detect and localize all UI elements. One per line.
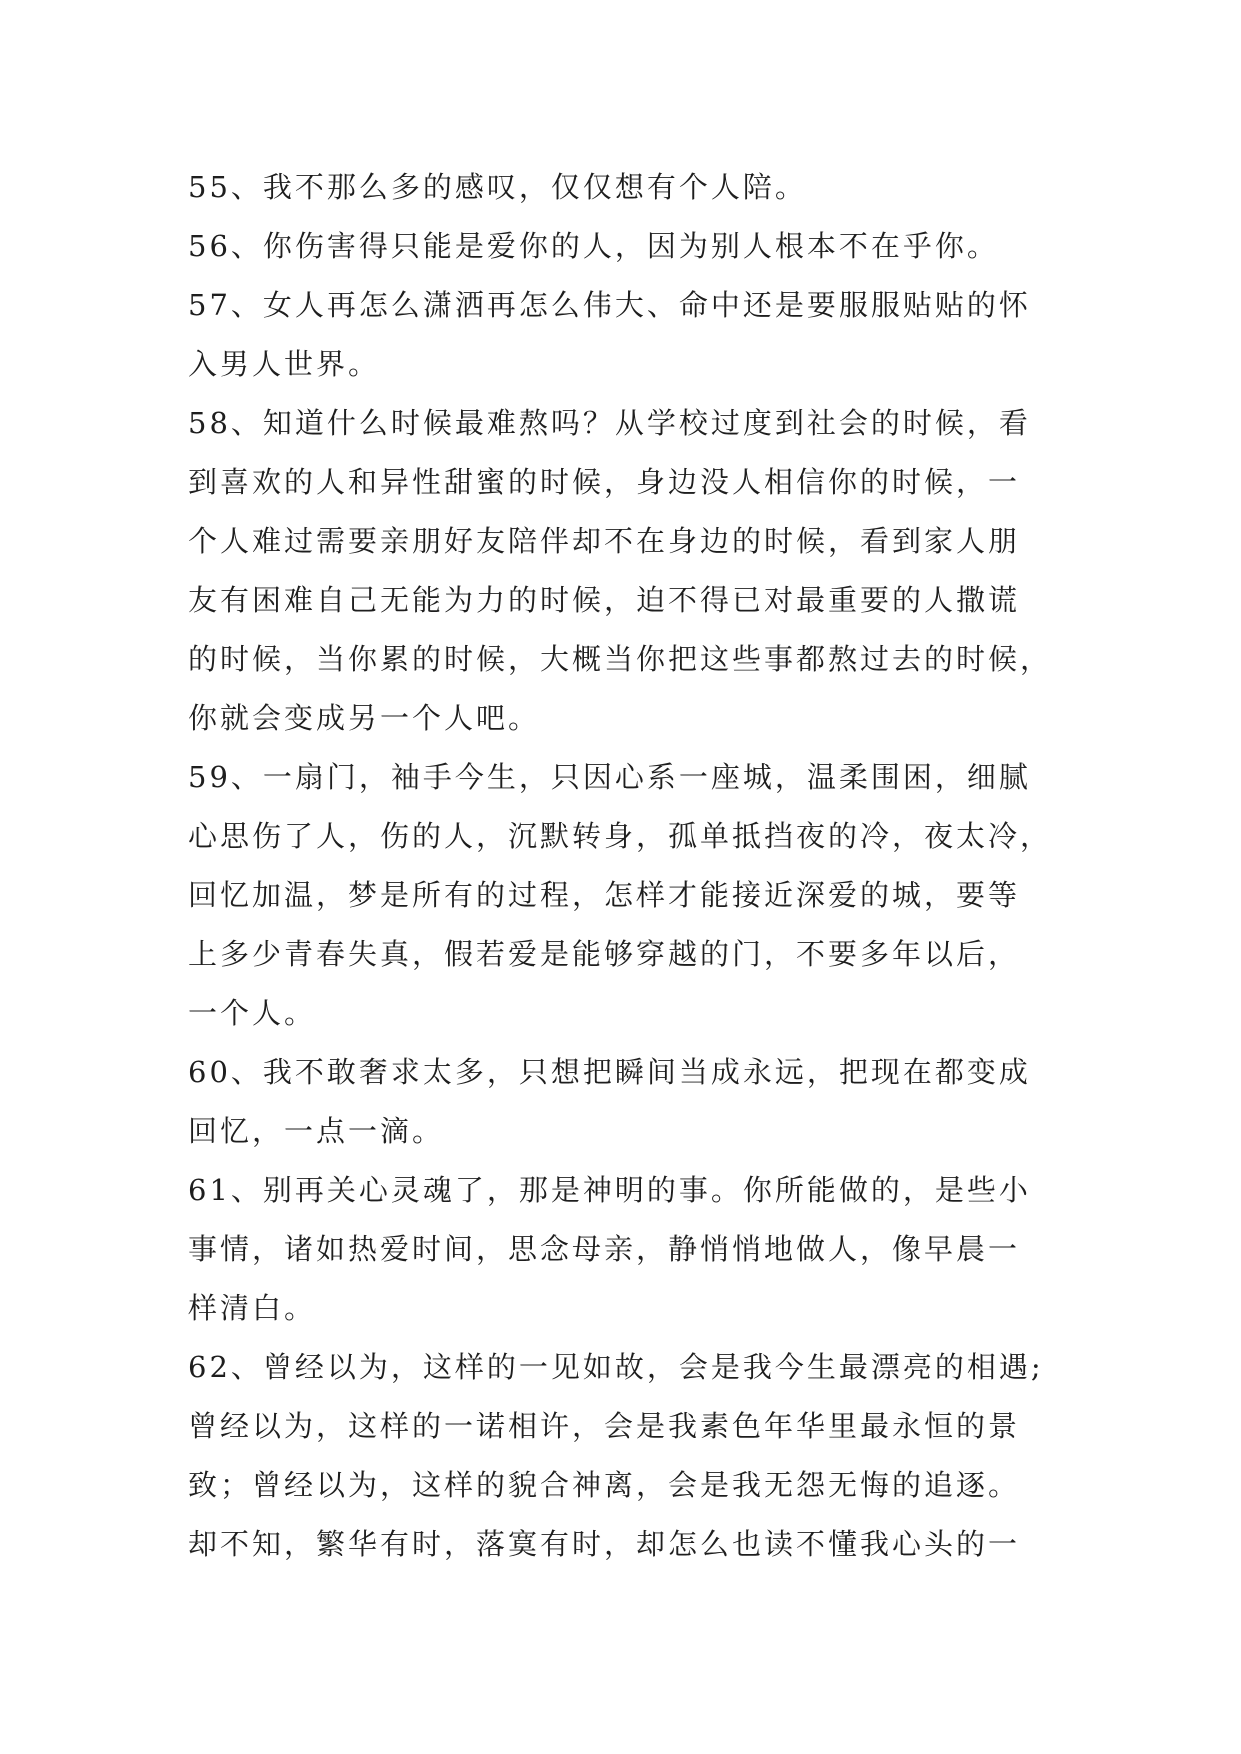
text-line: 入男人世界。 <box>188 347 381 381</box>
text-line: 上多少青春失真，假若爱是能够穿越的门，不要多年以后， <box>188 937 1021 971</box>
text-line: 却不知，繁华有时，落寞有时，却怎么也读不懂我心头的一 <box>188 1527 1021 1561</box>
text-line: 58、知道什么时候最难熬吗？从学校过度到社会的时候，看 <box>188 406 1031 440</box>
text-line: 到喜欢的人和异性甜蜜的时候，身边没人相信你的时候，一 <box>188 465 1021 499</box>
text-line: 曾经以为，这样的一诺相许，会是我素色年华里最永恒的景 <box>188 1409 1021 1443</box>
text-line: 回忆，一点一滴。 <box>188 1114 445 1148</box>
text-line: 致；曾经以为，这样的貌合神离，会是我无怨无悔的追逐。 <box>188 1468 1021 1502</box>
text-line: 57、女人再怎么潇洒再怎么伟大、命中还是要服服贴贴的怀 <box>188 288 1031 322</box>
text-line: 友有困难自己无能为力的时候，迫不得已对最重要的人撒谎 <box>188 583 1021 617</box>
text-line: 55、我不那么多的感叹，仅仅想有个人陪。 <box>188 170 807 204</box>
text-line: 样清白。 <box>188 1291 317 1325</box>
text-body <box>188 158 1088 1574</box>
text-line: 59、一扇门，袖手今生，只因心系一座城，温柔围困，细腻 <box>188 760 1031 794</box>
text-line: 56、你伤害得只能是爱你的人，因为别人根本不在乎你。 <box>188 229 999 263</box>
text-line: 回忆加温，梦是所有的过程，怎样才能接近深爱的城，要等 <box>188 878 1021 912</box>
text-line: 60、我不敢奢求太多，只想把瞬间当成永远，把现在都变成 <box>188 1055 1031 1089</box>
text-line: 个人难过需要亲朋好友陪伴却不在身边的时候，看到家人朋 <box>188 524 1021 558</box>
text-line: 心思伤了人，伤的人，沉默转身，孤单抵挡夜的冷，夜太冷， <box>188 819 1053 853</box>
text-line: 的时候，当你累的时候，大概当你把这些事都熬过去的时候， <box>188 642 1053 676</box>
text-line: 事情，诸如热爱时间，思念母亲，静悄悄地做人，像早晨一 <box>188 1232 1021 1266</box>
text-line: 你就会变成另一个人吧。 <box>188 701 541 735</box>
text-line: 61、别再关心灵魂了，那是神明的事。你所能做的，是些小 <box>188 1173 1031 1207</box>
text-line: 一个人。 <box>188 996 317 1030</box>
text-line: 62、曾经以为，这样的一见如故，会是我今生最漂亮的相遇; <box>188 1350 1044 1384</box>
